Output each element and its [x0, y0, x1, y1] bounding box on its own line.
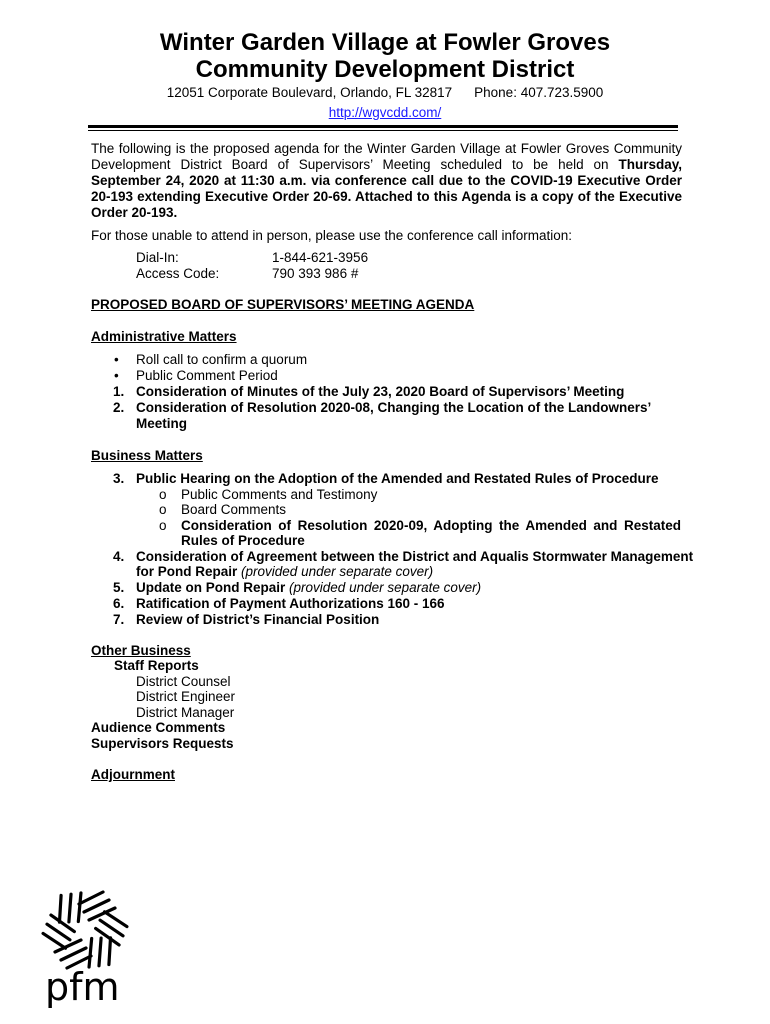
district-title-line2: Community Development District — [195, 56, 575, 83]
header-divider-thin — [88, 130, 678, 131]
item-3-sub-resolution-line2: Rules of Procedure — [181, 533, 305, 548]
dial-in-label: Dial-In: — [136, 250, 179, 265]
circle-bullet-icon: o — [159, 518, 167, 533]
address: 12051 Corporate Boulevard, Orlando, FL 32817 — [166, 85, 453, 100]
audience-comments: Audience Comments — [91, 720, 226, 735]
admin-matters-heading: Administrative Matters — [91, 329, 237, 344]
intro-text: The following is the proposed agenda for the Winter Garden Village at Fowler Groves Community Development District Board of Supervisors’ Meeting scheduled to be held on — [91, 141, 682, 172]
item-5-title: Update on Pond Repair — [136, 580, 286, 595]
item-4-note: (provided under separate cover) — [241, 564, 434, 579]
conference-note: For those unable to attend in person, please use the conference call information: — [91, 228, 573, 243]
other-business-heading: Other Business — [91, 643, 191, 658]
business-matters-heading: Business Matters — [91, 448, 203, 463]
agenda-item-7: Review of District’s Financial Position — [136, 612, 380, 627]
dial-in-number: 1-844-621-3956 — [272, 250, 369, 265]
district-title-line1: Winter Garden Village at Fowler Groves — [159, 29, 611, 56]
item-number: 3. — [113, 471, 125, 486]
adjournment: Adjournment — [91, 767, 175, 782]
circle-bullet-icon: o — [159, 487, 167, 502]
item-3-sub-resolution-line1: Consideration of Resolution 2020-09, Adopting the Amended and Restated — [181, 518, 681, 533]
item-number: 1. — [113, 384, 125, 399]
item-number: 5. — [113, 580, 125, 595]
item-5-note: (provided under separate cover) — [289, 580, 482, 595]
access-code-value: 790 393 986 # — [272, 266, 359, 281]
item-number: 6. — [113, 596, 125, 611]
access-code-label: Access Code: — [136, 266, 220, 281]
header-divider-thick — [88, 125, 678, 128]
agenda-item-6: Ratification of Payment Authorizations 160 - 166 — [136, 596, 445, 611]
admin-bullet-public-comment: Public Comment Period — [136, 368, 278, 383]
website-link[interactable]: http://wgvcdd.com/ — [328, 105, 442, 120]
agenda-item-4-line1: Consideration of Agreement between the District and Aqualis Stormwater Management — [136, 549, 694, 564]
intro-paragraph — [91, 141, 682, 221]
pfm-logo-text: pfm — [45, 965, 120, 1009]
bullet-icon: • — [114, 352, 119, 367]
bullet-icon: • — [114, 368, 119, 383]
agenda-heading: PROPOSED BOARD OF SUPERVISORS’ MEETING AGENDA — [91, 297, 475, 312]
agenda-item-2-line2: Meeting — [136, 416, 188, 431]
staff-district-manager: District Manager — [136, 705, 235, 720]
staff-reports-heading: Staff Reports — [114, 658, 199, 673]
agenda-item-4-line2 — [136, 564, 433, 580]
item-number: 2. — [113, 400, 125, 415]
agenda-item-5 — [136, 580, 481, 596]
phone: Phone: 407.723.5900 — [474, 85, 604, 100]
staff-district-counsel: District Counsel — [136, 674, 231, 689]
item-3-sub-public-comments: Public Comments and Testimony — [181, 487, 378, 502]
item-3-sub-board-comments: Board Comments — [181, 502, 287, 517]
admin-bullet-roll-call: Roll call to confirm a quorum — [136, 352, 308, 367]
agenda-item-1: Consideration of Minutes of the July 23, 2020 Board of Supervisors’ Meeting — [136, 384, 625, 399]
circle-bullet-icon: o — [159, 502, 167, 517]
item-number: 4. — [113, 549, 125, 564]
meeting-details: Thursday, September 24, 2020 at 11:30 a.m. via conference call due to the COVID-19 Executive Order 20-193 extending Executive Order 20-69. Attached to this Agenda is a copy of the Executive Order 20-193. — [91, 157, 682, 220]
item-4-title-end: for Pond Repair — [136, 564, 238, 579]
item-number: 7. — [113, 612, 125, 627]
agenda-item-2-line1: Consideration of Resolution 2020-08, Changing the Location of the Landowners’ — [136, 400, 652, 415]
contact-line — [0, 85, 770, 100]
agenda-item-3: Public Hearing on the Adoption of the Amended and Restated Rules of Procedure — [136, 471, 659, 486]
staff-district-engineer: District Engineer — [136, 689, 236, 704]
supervisors-requests: Supervisors Requests — [91, 736, 234, 751]
